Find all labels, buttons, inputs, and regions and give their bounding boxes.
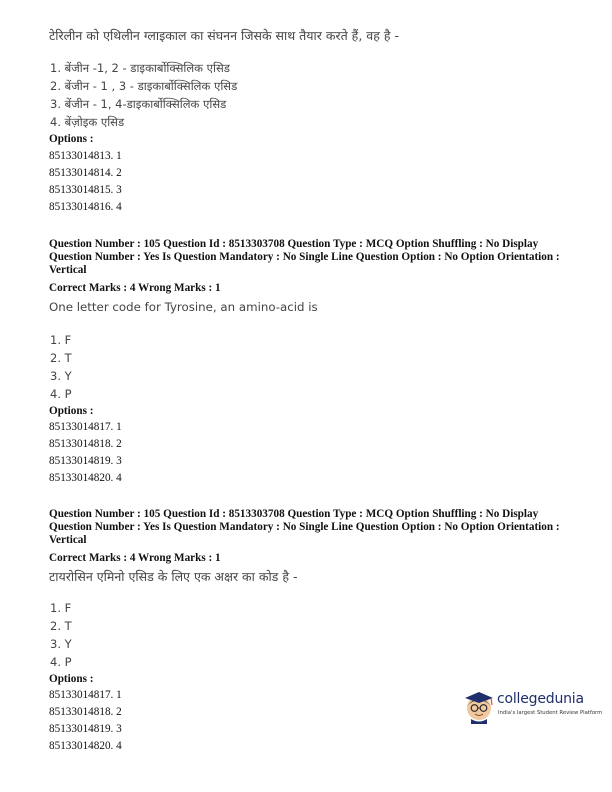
collegedunia-logo <box>463 688 603 728</box>
option-id: 85133014819. 3 <box>49 455 122 467</box>
question-meta: Question Number : 105 Question Id : 8513303708 Question Type : MCQ Option Shuffling : No Display Question Number : Yes Is Question Mandatory : No Single Line Question Option : No Option Orientation : Vertical <box>49 508 560 546</box>
marks-line: Correct Marks : 4 Wrong Marks : 1 <box>49 282 221 294</box>
choice-4: 4. बेंज़ोइक एसिड <box>50 115 125 129</box>
option-id: 85133014819. 3 <box>49 723 122 735</box>
choice-1: 1. F <box>50 601 72 615</box>
choice-1: 1. बेंजीन -1, 2 - डाइकार्बोक्सिलिक एसिड <box>50 61 230 75</box>
option-id: 85133014818. 2 <box>49 438 122 450</box>
question-text: One letter code for Tyrosine, an amino-acid is <box>49 300 318 314</box>
marks-line: Correct Marks : 4 Wrong Marks : 1 <box>49 552 221 564</box>
option-id: 85133014813. 1 <box>49 150 122 162</box>
option-id: 85133014820. 4 <box>49 740 122 752</box>
choice-4: 4. P <box>50 655 72 669</box>
question-text: टेरिलीन को एथिलीन ग्लाइकाल का संघनन जिसके साथ तैयार करते हैं, वह है - <box>49 28 399 43</box>
logo-wordmark: collegedunia <box>497 691 584 707</box>
choice-2: 2. T <box>50 351 72 365</box>
question-meta: Question Number : 105 Question Id : 8513303708 Question Type : MCQ Option Shuffling : No Display Question Number : Yes Is Question Mandatory : No Single Line Question Option : No Option Orientation : Vertical <box>49 238 560 276</box>
option-id: 85133014818. 2 <box>49 706 122 718</box>
choice-3: 3. Y <box>50 637 72 651</box>
question-text: टायरोसिन एमिनो एसिड के लिए एक अक्षर का कोड है - <box>49 569 298 584</box>
graduate-mascot-icon <box>463 688 497 724</box>
choice-2: 2. T <box>50 619 72 633</box>
choice-1: 1. F <box>50 333 72 347</box>
choice-3: 3. Y <box>50 369 72 383</box>
option-id: 85133014814. 2 <box>49 167 122 179</box>
choice-3: 3. बेंजीन - 1, 4-डाइकार्बोक्सिलिक एसिड <box>50 97 227 111</box>
options-label: Options : <box>49 405 94 417</box>
option-id: 85133014816. 4 <box>49 201 122 213</box>
choice-2: 2. बेंजीन - 1 , 3 - डाइकार्बोक्सिलिक एसिड <box>50 79 238 93</box>
options-label: Options : <box>49 673 94 685</box>
options-label: Options : <box>49 133 94 145</box>
choice-4: 4. P <box>50 387 72 401</box>
logo-tagline: India's largest Student Review Platform <box>498 710 603 716</box>
option-id: 85133014817. 1 <box>49 689 122 701</box>
option-id: 85133014817. 1 <box>49 421 122 433</box>
option-id: 85133014820. 4 <box>49 472 122 484</box>
option-id: 85133014815. 3 <box>49 184 122 196</box>
